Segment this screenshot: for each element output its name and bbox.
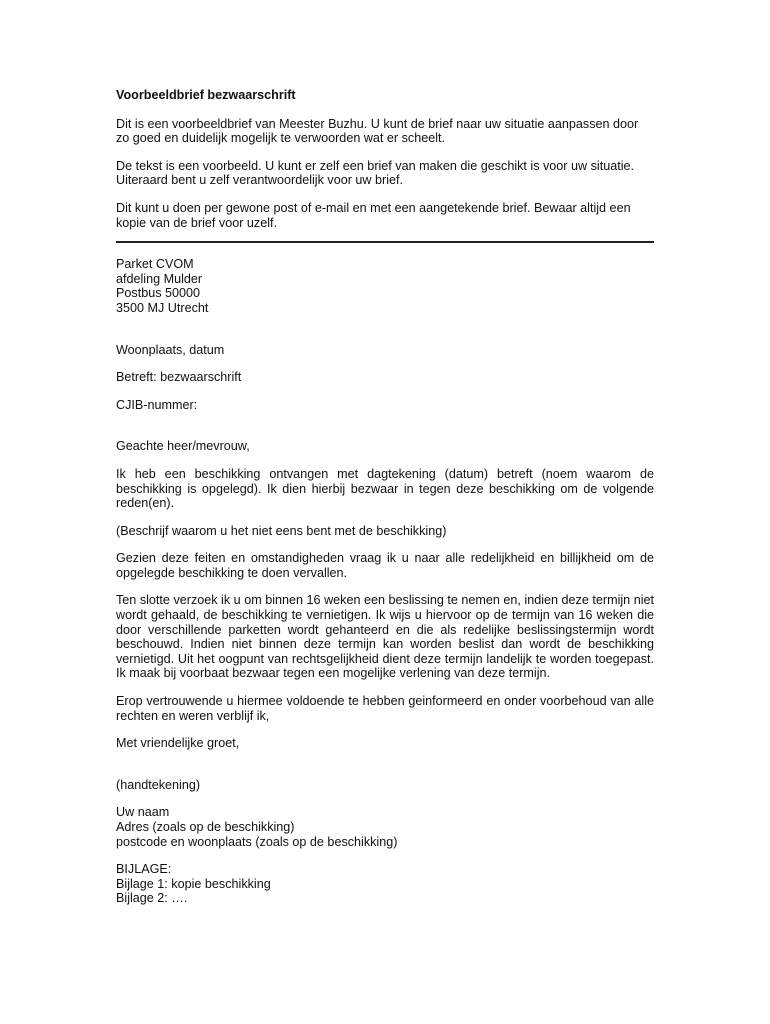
enclosure-list xyxy=(116,862,654,906)
enclosure-header: BIJLAGE: xyxy=(116,862,172,877)
sender-name: Uw naam xyxy=(116,805,170,820)
sender-postcode: postcode en woonplaats (zoals op de beschikking) xyxy=(116,834,398,849)
recipient-address xyxy=(116,257,654,315)
intro-paragraph: Dit kunt u doen per gewone post of e-mail en met een aangetekende brief. Bewaar altijd een kopie van de brief voor uzelf. xyxy=(116,200,631,230)
closing-phrase: Met vriendelijke groet, xyxy=(116,736,240,751)
intro-paragraph: Dit is een voorbeeldbrief van Meester Buzhu. U kunt de brief naar uw situatie aanpassen door zo goed en duidelijk mogelijk te verwoorden wat er scheelt. xyxy=(116,116,639,146)
body-paragraph: Ten slotte verzoek ik u om binnen 16 weken een beslissing te nemen en, indien deze termijn niet wordt gehaald, de beschikking te vernietigen. Ik wijs u hiervoor op de termijn van 16 weken die door verschillende parketten wordt gehanteerd en die als redelijke beslissingstermijn wordt beschouwd. Indien niet binnen deze termijn kan worden beslist dan wordt de beschikking vernietigd. Uit het oogpunt van rechtsgelijkheid dient deze termijn landelijk te worden toegepast. Ik maak bij voorbaat bezwaar tegen een mogelijke verlening van deze termijn. xyxy=(116,593,654,681)
recipient-line: 3500 MJ Utrecht xyxy=(116,300,209,315)
recipient-line: Parket CVOM xyxy=(116,257,194,272)
letter-page xyxy=(116,88,654,906)
enclosure-item: Bijlage 2: …. xyxy=(116,891,188,906)
document-title: Voorbeeldbrief bezwaarschrift xyxy=(116,88,296,102)
body-paragraph: Ik heb een beschikking ontvangen met dagtekening (datum) betreft (noem waarom de beschikking is opgelegd). Ik dien hierbij bezwaar in tegen deze beschikking om de volgende reden(en). xyxy=(116,466,654,511)
signature-placeholder: (handtekening) xyxy=(116,777,201,792)
intro-paragraph: De tekst is een voorbeeld. U kunt er zelf een brief van maken die geschikt is voor uw situatie. Uiteraard bent u zelf verantwoordelijk voor uw brief. xyxy=(116,158,635,188)
body-paragraph: (Beschrijf waarom u het niet eens bent met de beschikking) xyxy=(116,523,447,538)
cjib-number: CJIB-nummer: xyxy=(116,397,198,412)
salutation: Geachte heer/mevrouw, xyxy=(116,439,250,454)
recipient-line: Postbus 50000 xyxy=(116,286,201,301)
subject-line: Betreft: bezwaarschrift xyxy=(116,370,242,385)
recipient-line: afdeling Mulder xyxy=(116,271,203,286)
body-paragraph: Gezien deze feiten en omstandigheden vraag ik u naar alle redelijkheid en billijkheid om de opgelegde beschikking te doen vervallen. xyxy=(116,551,654,580)
sender-details xyxy=(116,805,654,849)
enclosure-item: Bijlage 1: kopie beschikking xyxy=(116,876,271,891)
divider-line xyxy=(116,241,654,243)
sender-address: Adres (zoals op de beschikking) xyxy=(116,820,295,834)
body-paragraph: Erop vertrouwende u hiermee voldoende te hebben geinformeerd en onder voorbehoud van alle rechten en weren verblijf ik, xyxy=(116,694,654,723)
place-date: Woonplaats, datum xyxy=(116,342,225,357)
